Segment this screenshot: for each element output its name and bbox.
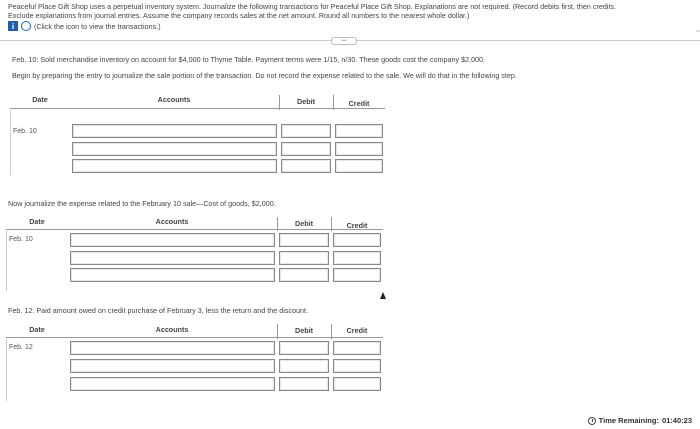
table2-accounts-header: Accounts [155,217,189,226]
table2-debit-input[interactable] [279,233,329,247]
table2-header-rule [6,229,383,230]
table2-account-input[interactable] [70,251,275,265]
section1-prompt2: Begin by preparing the entry to journalize the sale portion of the transaction. Do not record the expense related to the sale. We will do that in the following step. [12,71,517,80]
table3-col-rule [331,324,332,339]
table2-debit-input[interactable] [279,251,329,265]
table1-credit-input[interactable] [335,124,383,138]
table2-col-rule [277,217,278,231]
table1-date-header: Date [32,95,48,104]
table2-account-input[interactable] [70,268,275,282]
table3-debit-input[interactable] [279,377,329,391]
clock-icon [588,417,596,425]
table1-date: Feb. 10 [13,128,37,135]
table3-accounts-header: Accounts [155,325,189,334]
table3-credit-input[interactable] [333,341,381,355]
table3-account-input[interactable] [70,341,275,355]
info-icon[interactable]: i [8,21,18,31]
table3-credit-header: Credit [346,326,368,335]
section3-prompt: Feb. 12: Paid amount owed on credit purchase of February 3, less the return and the discount. [8,306,309,315]
timer-value: 01:40:23 [661,416,692,425]
table1-account-input[interactable] [72,159,277,173]
table1-col-rule [333,95,334,110]
table2-credit-input[interactable] [333,268,381,282]
more-icon[interactable]: ••• [331,37,357,45]
table3-date: Feb. 12 [9,344,33,351]
table3-credit-input[interactable] [333,359,381,373]
table2-credit-header: Credit [346,221,368,230]
instructions-line2: Exclude explanations from journal entries. Assume the company records sales at the net amount. Round all numbers to the nearest whole dollar.) [8,11,470,20]
timer-label: Time Remaining: [598,416,659,425]
table3-debit-header: Debit [295,326,313,335]
table3-date-header: Date [29,325,45,334]
table3-account-input[interactable] [70,377,275,391]
table1-account-input[interactable] [72,142,277,156]
table1-col-rule [279,95,280,110]
time-remaining [588,416,692,425]
table2-date-header: Date [29,217,45,226]
table2-debit-input[interactable] [279,268,329,282]
table1-credit-input[interactable] [335,159,383,173]
table2-col-rule [331,217,332,231]
table1-credit-input[interactable] [335,142,383,156]
section1-prompt1: Feb. 10: Sold merchandise inventory on account for $4,000 to Thyme Table. Payment terms were 1/15, n/30. These goods cost the company $2,000. [12,55,486,64]
info-circle-icon[interactable] [21,21,31,31]
instructions-line1: Peaceful Place Gift Shop uses a perpetual inventory system. Journalize the following transactions for Peaceful Place Gift Shop. Explanations are not required. (Record debits first, then credits. [8,2,617,11]
section2-prompt: Now journalize the expense related to the February 10 sale—Cost of goods, $2,000. [8,199,276,208]
instructions [8,2,698,20]
table1-header-rule [10,108,385,109]
table1-account-input[interactable] [72,124,277,138]
table3-debit-input[interactable] [279,359,329,373]
table1-debit-input[interactable] [281,159,331,173]
table1-debit-input[interactable] [281,142,331,156]
table1-debit-input[interactable] [281,124,331,138]
transactions-link-row[interactable] [8,21,161,31]
table3-credit-input[interactable] [333,377,381,391]
transactions-note: (Click the icon to view the transactions.) [34,21,161,31]
table1-debit-header: Debit [297,97,315,106]
scroll-handle[interactable] [696,30,700,32]
table3-col-rule [277,324,278,339]
table2-credit-input[interactable] [333,251,381,265]
mouse-cursor-icon [380,292,386,299]
table1-credit-header: Credit [348,99,370,108]
table2-credit-input[interactable] [333,233,381,247]
table2-debit-header: Debit [295,219,313,228]
table3-header-rule [6,337,383,338]
table1-accounts-header: Accounts [157,95,191,104]
table3-debit-input[interactable] [279,341,329,355]
table2-date: Feb. 10 [9,236,33,243]
table3-account-input[interactable] [70,359,275,373]
table2-account-input[interactable] [70,233,275,247]
